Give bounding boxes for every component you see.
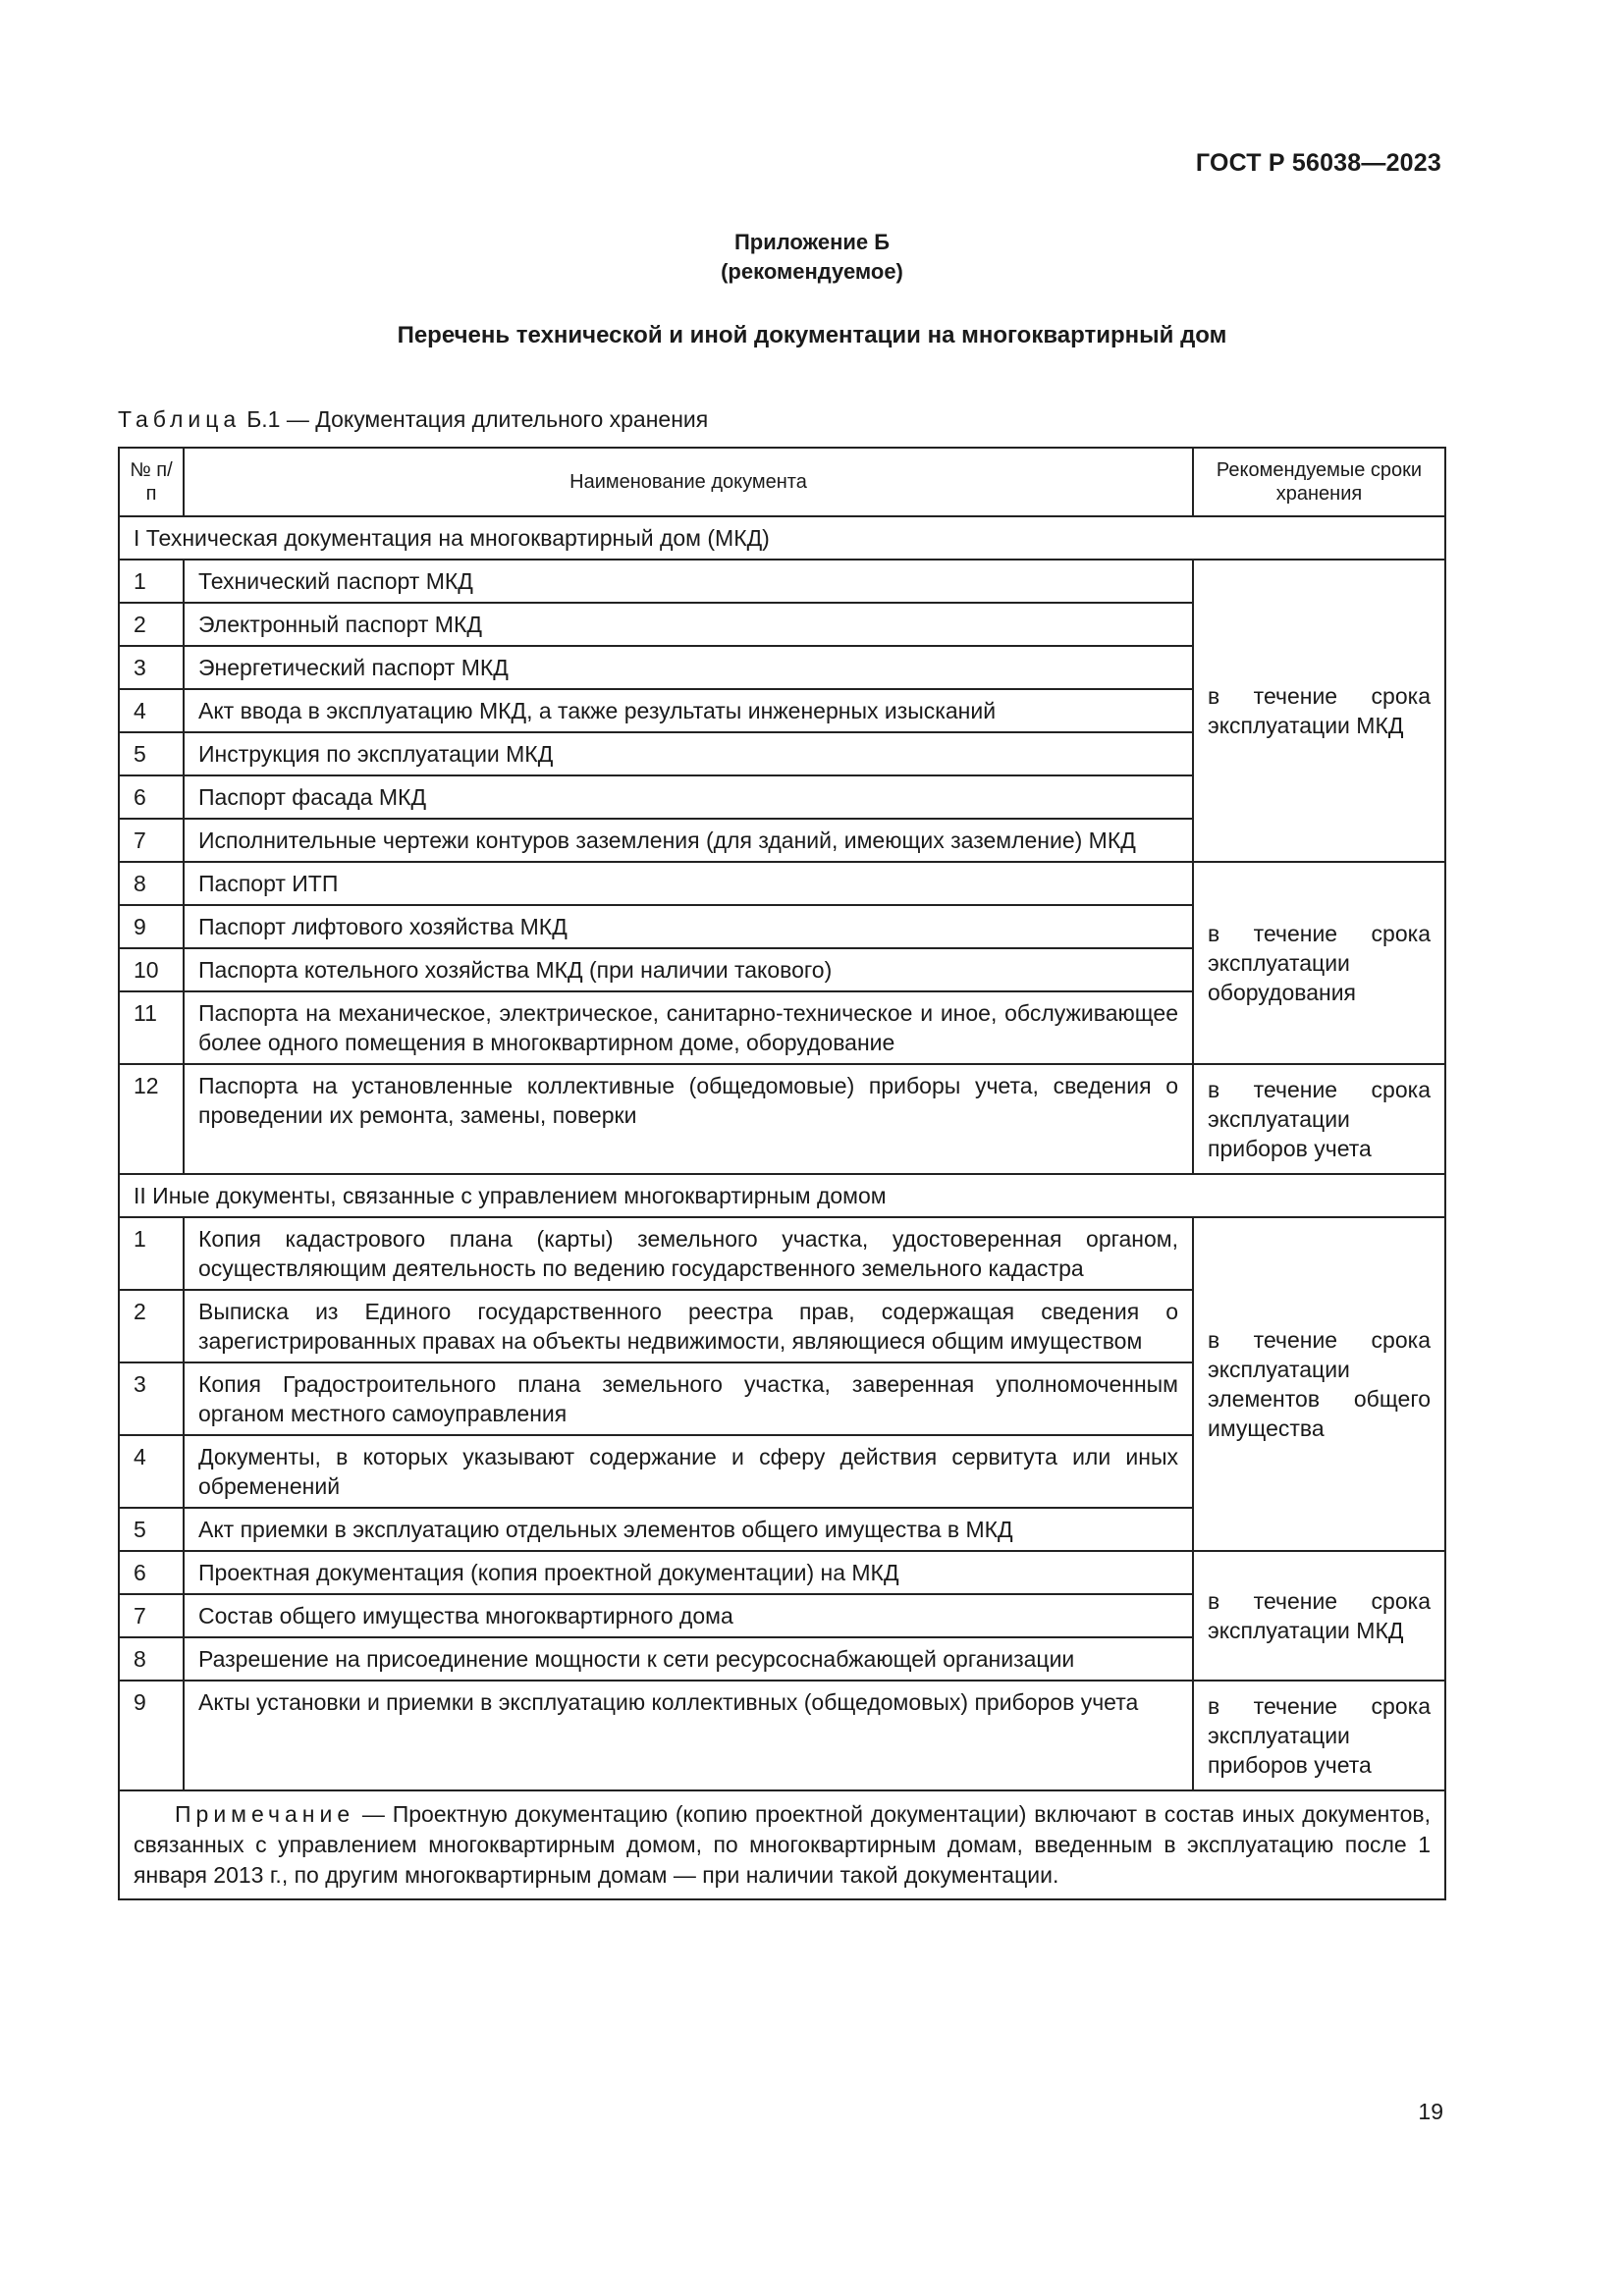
document-name: Акт приемки в эксплуатацию отдельных элементов общего имущества в МКД — [184, 1508, 1193, 1551]
row-number: 9 — [119, 1681, 184, 1790]
document-name: Паспорт фасада МКД — [184, 775, 1193, 819]
appendix-title: Приложение Б — [733, 230, 891, 254]
row-number: 3 — [119, 646, 184, 689]
header-term: Рекомендуемые сроки хранения — [1193, 448, 1445, 516]
document-name: Проектная документация (копия проектной документации) на МКД — [184, 1551, 1193, 1594]
row-number: 8 — [119, 1637, 184, 1681]
row-number: 9 — [119, 905, 184, 948]
table-body — [119, 516, 1445, 1899]
document-name: Акты установки и приемки в эксплуатацию коллективных (общедомовых) приборов учета — [184, 1681, 1193, 1790]
table-row — [119, 560, 1445, 603]
retention-term: в течение срока эксплуатации приборов учета — [1193, 1064, 1445, 1174]
documentation-table — [118, 447, 1446, 1900]
row-number: 2 — [119, 1290, 184, 1362]
appendix-subtitle: (рекомендуемое) — [721, 259, 903, 284]
appendix-heading — [0, 228, 1624, 287]
header-num: № п/п — [119, 448, 184, 516]
section-title: II Иные документы, связанные с управлением многоквартирным домом — [119, 1174, 1445, 1217]
row-number: 7 — [119, 819, 184, 862]
row-number: 2 — [119, 603, 184, 646]
table-note — [119, 1790, 1445, 1899]
table-header-row — [119, 448, 1445, 516]
document-name: Паспорт ИТП — [184, 862, 1193, 905]
document-name: Технический паспорт МКД — [184, 560, 1193, 603]
document-name: Паспорт лифтового хозяйства МКД — [184, 905, 1193, 948]
header-name: Наименование документа — [184, 448, 1193, 516]
document-name: Электронный паспорт МКД — [184, 603, 1193, 646]
document-name: Копия кадастрового плана (карты) земельного участка, удостоверенная органом, осуществляющим деятельность по ведению государственного земельного кадастра — [184, 1217, 1193, 1290]
retention-term: в течение срока эксплуатации МКД — [1193, 560, 1445, 862]
document-name: Инструкция по эксплуатации МКД — [184, 732, 1193, 775]
row-number: 1 — [119, 560, 184, 603]
row-number: 4 — [119, 689, 184, 732]
document-name: Паспорта на механическое, электрическое, санитарно-техническое и иное, обслуживающее более одного помещения в многоквартирном доме, оборудование — [184, 991, 1193, 1064]
document-name: Паспорта котельного хозяйства МКД (при наличии такового) — [184, 948, 1193, 991]
row-number: 4 — [119, 1435, 184, 1508]
row-number: 5 — [119, 732, 184, 775]
document-name: Акт ввода в эксплуатацию МКД, а также результаты инженерных изысканий — [184, 689, 1193, 732]
document-name: Исполнительные чертежи контуров заземления (для зданий, имеющих заземление) МКД — [184, 819, 1193, 862]
document-name: Выписка из Единого государственного реестра прав, содержащая сведения о зарегистрированных правах на объекты недвижимости, являющиеся общим имуществом — [184, 1290, 1193, 1362]
row-number: 3 — [119, 1362, 184, 1435]
note-label: Примечание — [175, 1801, 355, 1827]
document-name: Документы, в которых указывают содержание и сферу действия сервитута или иных обременений — [184, 1435, 1193, 1508]
table-row — [119, 862, 1445, 905]
retention-term: в течение срока эксплуатации МКД — [1193, 1551, 1445, 1681]
table-caption-label: Таблица — [118, 406, 242, 432]
note-text: — Проектную документацию (копию проектной документации) включают в состав иных документов, связанных с управлением многоквартирным домом, по многоквартирным домам, введенным в эксплуатацию после 1 января 2013 г., по другим многоквартирным домам — при наличии такой документации. — [134, 1801, 1431, 1888]
section-row — [119, 516, 1445, 560]
document-code: ГОСТ Р 56038—2023 — [1195, 149, 1441, 177]
document-name: Разрешение на присоединение мощности к сети ресурсоснабжающей организации — [184, 1637, 1193, 1681]
row-number: 10 — [119, 948, 184, 991]
retention-term: в течение срока эксплуатации оборудования — [1193, 862, 1445, 1064]
note-row — [119, 1790, 1445, 1899]
row-number: 5 — [119, 1508, 184, 1551]
retention-term: в течение срока эксплуатации приборов учета — [1193, 1681, 1445, 1790]
table-row — [119, 1217, 1445, 1290]
document-name: Паспорта на установленные коллективные (общедомовые) приборы учета, сведения о проведении их ремонта, замены, поверки — [184, 1064, 1193, 1174]
section-row — [119, 1174, 1445, 1217]
retention-term: в течение срока эксплуатации элементов общего имущества — [1193, 1217, 1445, 1551]
row-number: 6 — [119, 775, 184, 819]
document-name: Состав общего имущества многоквартирного дома — [184, 1594, 1193, 1637]
row-number: 7 — [119, 1594, 184, 1637]
section-title: I Техническая документация на многоквартирный дом (МКД) — [119, 516, 1445, 560]
row-number: 12 — [119, 1064, 184, 1174]
table-caption — [118, 406, 708, 433]
row-number: 8 — [119, 862, 184, 905]
table-row — [119, 1681, 1445, 1790]
table-row — [119, 1064, 1445, 1174]
table-caption-text: Б.1 — Документация длительного хранения — [246, 406, 709, 432]
row-number: 11 — [119, 991, 184, 1064]
row-number: 6 — [119, 1551, 184, 1594]
list-title: Перечень технической и иной документации на многоквартирный дом — [397, 322, 1227, 348]
page-number: 19 — [1418, 2099, 1443, 2124]
document-name: Энергетический паспорт МКД — [184, 646, 1193, 689]
table-row — [119, 1551, 1445, 1594]
document-name: Копия Градостроительного плана земельного участка, заверенная уполномоченным органом местного самоуправления — [184, 1362, 1193, 1435]
row-number: 1 — [119, 1217, 184, 1290]
